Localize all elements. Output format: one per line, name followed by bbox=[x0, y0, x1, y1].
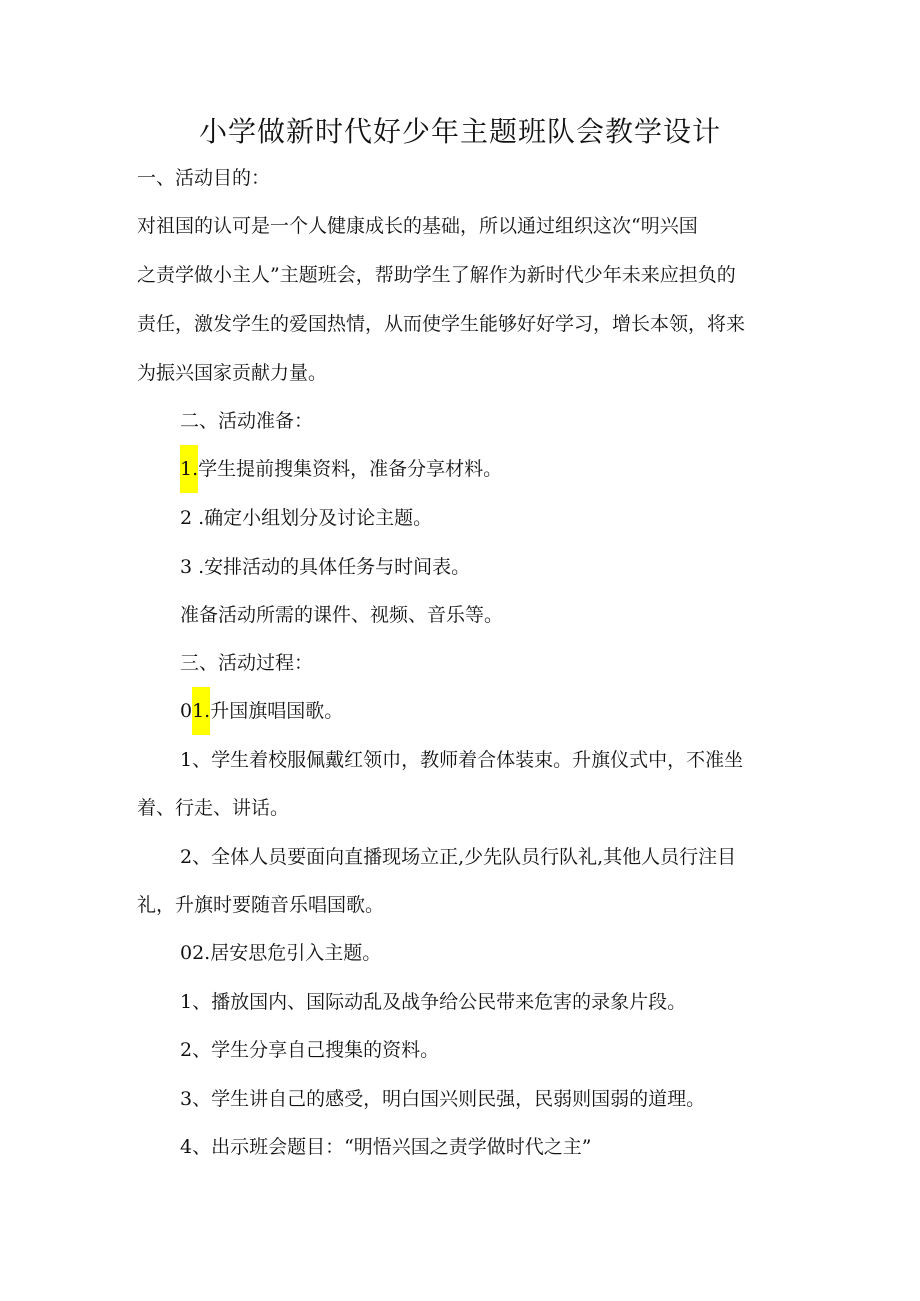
paragraph-line: 着、行走、讲话。 bbox=[137, 797, 290, 819]
list-item: 1、播放国内、国际动乱及战争给公民带来危害的录象片段。 bbox=[180, 991, 687, 1013]
highlighted-number: 1. bbox=[192, 687, 210, 735]
prep-item-3: 3 .安排活动的具体任务与时间表。 bbox=[180, 556, 471, 578]
paragraph-line: 之责学做小主人”主题班会，帮助学生了解作为新时代少年未来应担负的 bbox=[137, 264, 736, 286]
section-heading-goal: 一、活动目的： bbox=[137, 167, 271, 189]
list-item: 4、出示班会题目：“明悟兴国之责学做时代之主” bbox=[180, 1136, 592, 1158]
section-heading-prep: 二、活动准备： bbox=[180, 410, 314, 432]
paragraph-line: 礼，升旗时要随音乐唱国歌。 bbox=[137, 894, 385, 916]
paragraph-line: 为振兴国家贡献力量。 bbox=[137, 362, 328, 384]
highlighted-number: 1. bbox=[180, 445, 198, 493]
list-item: 3、学生讲自己的感受，明白国兴则民强，民弱则国弱的道理。 bbox=[180, 1088, 706, 1110]
prep-item-1 bbox=[180, 445, 840, 493]
paragraph-line: 责任，激发学生的爱国热情，从而使学生能够好好学习，增长本领，将来 bbox=[137, 313, 746, 335]
step-02-heading: 02.居安思危引入主题。 bbox=[180, 942, 382, 964]
step-01-heading bbox=[180, 687, 840, 735]
step-01-prefix: 0 bbox=[180, 700, 193, 722]
list-item: 2、学生分享自己搜集的资料。 bbox=[180, 1039, 440, 1061]
step-01-text: 升国旗唱国歌。 bbox=[210, 700, 344, 722]
document-title: 小学做新时代好少年主题班队会教学设计 bbox=[198, 115, 721, 148]
prep-item-4: 准备活动所需的课件、视频、音乐等。 bbox=[180, 604, 504, 626]
section-heading-process: 三、活动过程： bbox=[180, 652, 314, 674]
paragraph-line: 对祖国的认可是一个人健康成长的基础，所以通过组织这次“明兴国 bbox=[137, 215, 698, 237]
prep-item-2: 2 .确定小组划分及讨论主题。 bbox=[180, 507, 433, 529]
prep-item-1-text: 学生提前搜集资料，准备分享材料。 bbox=[198, 458, 503, 480]
paragraph-line: 1、学生着校服佩戴红领巾，教师着合体装束。升旗仪式中，不准坐 bbox=[180, 749, 744, 771]
paragraph-line: 2、全体人员要面向直播现场立正,少先队员行队礼,其他人员行注目 bbox=[180, 846, 737, 868]
